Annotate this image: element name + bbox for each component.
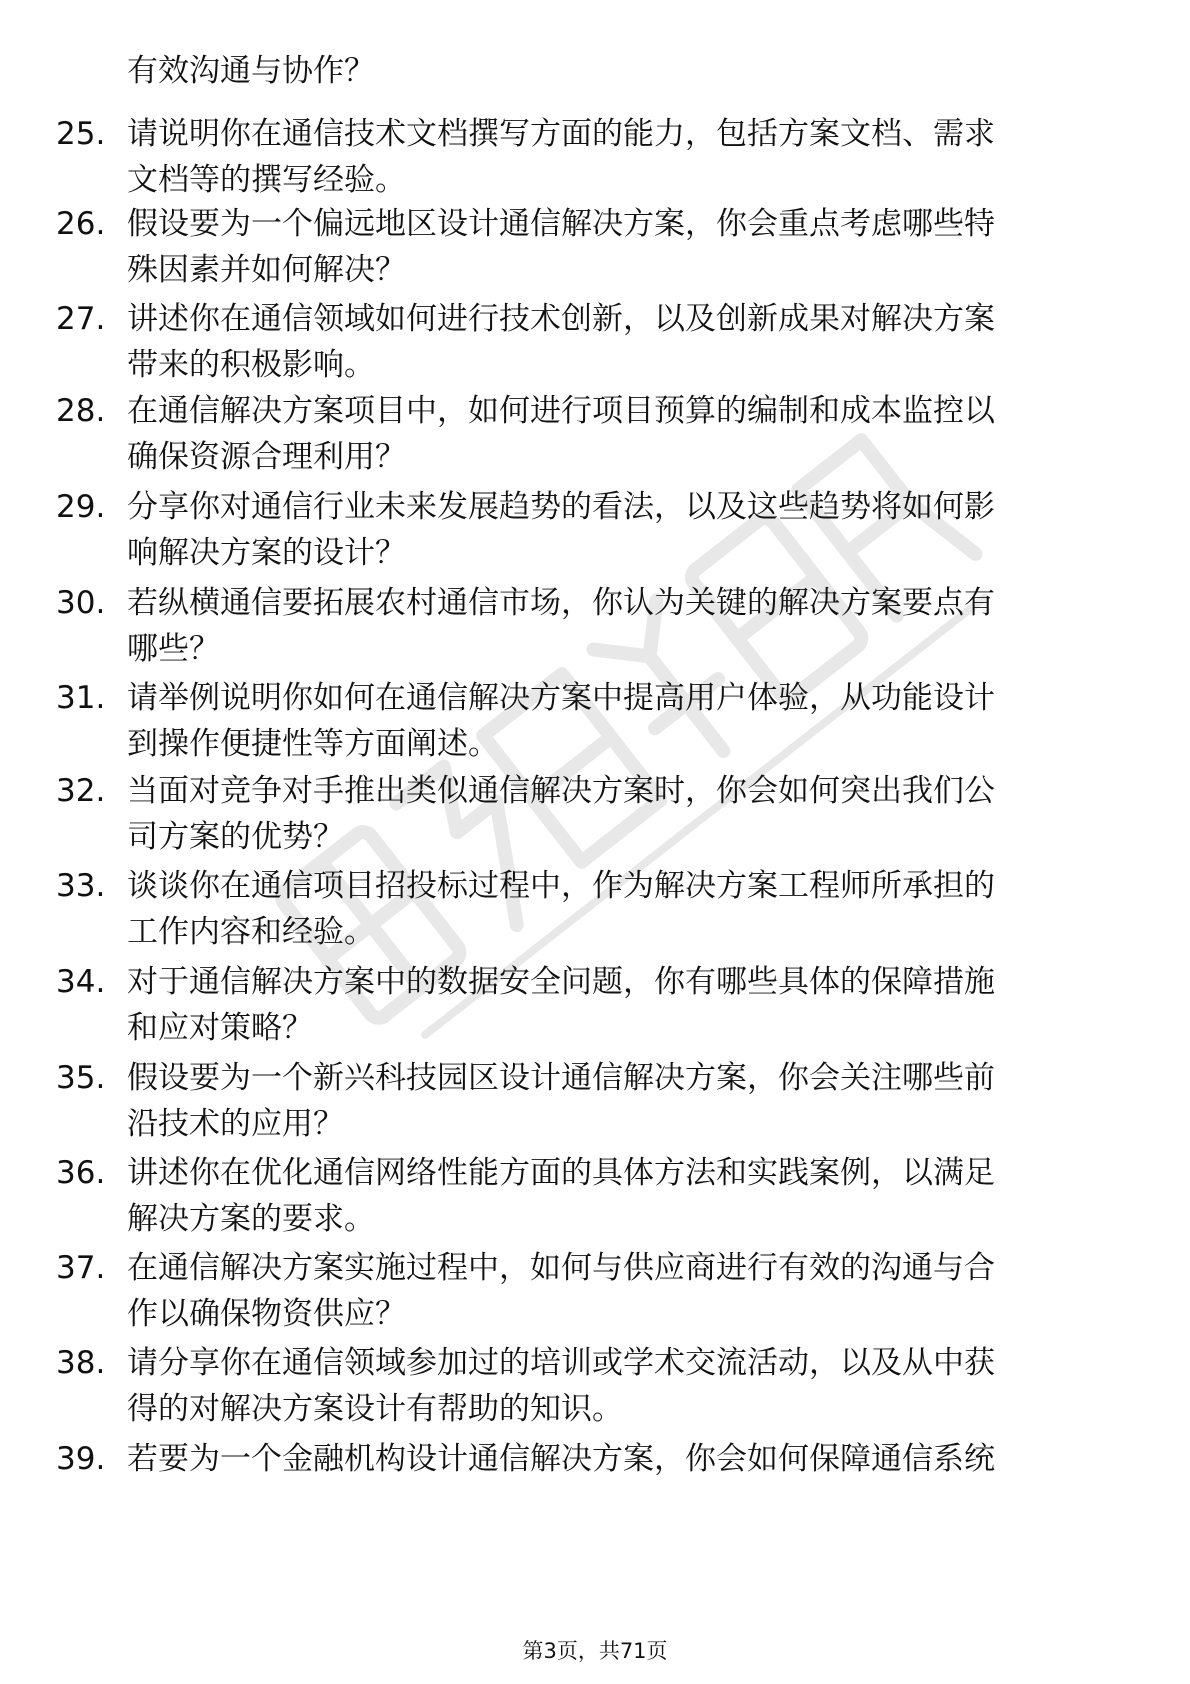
list-item xyxy=(0,1055,1190,1147)
list-item xyxy=(0,296,1190,388)
question-number: 26. xyxy=(56,206,106,242)
question-text-line: 若纵横通信要拓展农村通信市场，你认为关键的解决方案要点有 xyxy=(127,585,995,621)
list-item xyxy=(0,580,1190,672)
question-number: 29. xyxy=(56,489,106,525)
question-number: 35. xyxy=(56,1060,106,1096)
question-text-line: 解决方案的要求。 xyxy=(127,1201,375,1237)
question-text-line: 殊因素并如何解决？ xyxy=(127,252,406,288)
list-item xyxy=(0,201,1190,293)
question-number: 33. xyxy=(56,868,106,904)
previous-question-continuation: 有效沟通与协作？ xyxy=(127,53,375,89)
list-item xyxy=(0,484,1190,576)
question-text-line: 文档等的撰写经验。 xyxy=(127,162,406,198)
question-text-line: 假设要为一个偏远地区设计通信解决方案，你会重点考虑哪些特 xyxy=(127,206,995,242)
list-item xyxy=(0,1436,1190,1528)
list-item xyxy=(0,768,1190,860)
question-number: 28. xyxy=(56,393,106,429)
question-number: 31. xyxy=(56,680,106,716)
question-text-line: 请说明你在通信技术文档撰写方面的能力，包括方案文档、需求 xyxy=(127,116,995,152)
question-text-line: 得的对解决方案设计有帮助的知识。 xyxy=(127,1391,623,1427)
question-text-line: 沿技术的应用？ xyxy=(127,1106,344,1142)
list-item xyxy=(0,863,1190,955)
list-item xyxy=(0,1245,1190,1337)
question-number: 37. xyxy=(56,1250,106,1286)
question-text-line: 当面对竞争对手推出类似通信解决方案时，你会如何突出我们公 xyxy=(127,773,995,809)
question-number: 34. xyxy=(56,964,106,1000)
question-text-line: 请举例说明你如何在通信解决方案中提高用户体验，从功能设计 xyxy=(127,680,995,716)
list-item xyxy=(0,1340,1190,1432)
question-text-line: 若要为一个金融机构设计通信解决方案，你会如何保障通信系统 xyxy=(127,1441,995,1477)
question-text-line: 假设要为一个新兴科技园区设计通信解决方案，你会关注哪些前 xyxy=(127,1060,995,1096)
question-number: 38. xyxy=(56,1345,106,1381)
question-number: 27. xyxy=(56,301,106,337)
question-text-line: 确保资源合理利用？ xyxy=(127,439,406,475)
question-text-line: 分享你对通信行业未来发展趋势的看法，以及这些趋势将如何影 xyxy=(127,489,995,525)
question-text-line: 在通信解决方案实施过程中，如何与供应商进行有效的沟通与合 xyxy=(127,1250,995,1286)
question-number: 32. xyxy=(56,773,106,809)
question-text-line: 讲述你在通信领域如何进行技术创新，以及创新成果对解决方案 xyxy=(127,301,995,337)
question-text-line: 对于通信解决方案中的数据安全问题，你有哪些具体的保障措施 xyxy=(127,964,995,1000)
question-text-line: 司方案的优势？ xyxy=(127,819,344,855)
question-text-line: 请分享你在通信领域参加过的培训或学术交流活动，以及从中获 xyxy=(127,1345,995,1381)
list-item xyxy=(0,959,1190,1051)
question-number: 39. xyxy=(56,1441,106,1477)
question-number: 25. xyxy=(56,116,106,152)
question-text-line: 到操作便捷性等方面阐述。 xyxy=(127,726,499,762)
question-text-line: 工作内容和经验。 xyxy=(127,914,375,950)
list-item xyxy=(0,1150,1190,1242)
question-text-line: 谈谈你在通信项目招投标过程中，作为解决方案工程师所承担的 xyxy=(127,868,995,904)
question-number: 36. xyxy=(56,1155,106,1191)
question-text-line: 作以确保物资供应？ xyxy=(127,1296,406,1332)
question-text-line: 讲述你在优化通信网络性能方面的具体方法和实践案例，以满足 xyxy=(127,1155,995,1191)
question-number: 30. xyxy=(56,585,106,621)
list-item xyxy=(0,111,1190,203)
question-text-line: 哪些？ xyxy=(127,631,220,667)
list-item xyxy=(0,675,1190,767)
question-text-line: 响解决方案的设计？ xyxy=(127,535,406,571)
question-text-line: 在通信解决方案项目中，如何进行项目预算的编制和成本监控以 xyxy=(127,393,995,429)
question-text-line: 带来的积极影响。 xyxy=(127,347,375,383)
question-text-line: 和应对策略？ xyxy=(127,1010,313,1046)
list-item xyxy=(0,388,1190,480)
page-number-footer: 第3页，共71页 xyxy=(522,1639,668,1663)
